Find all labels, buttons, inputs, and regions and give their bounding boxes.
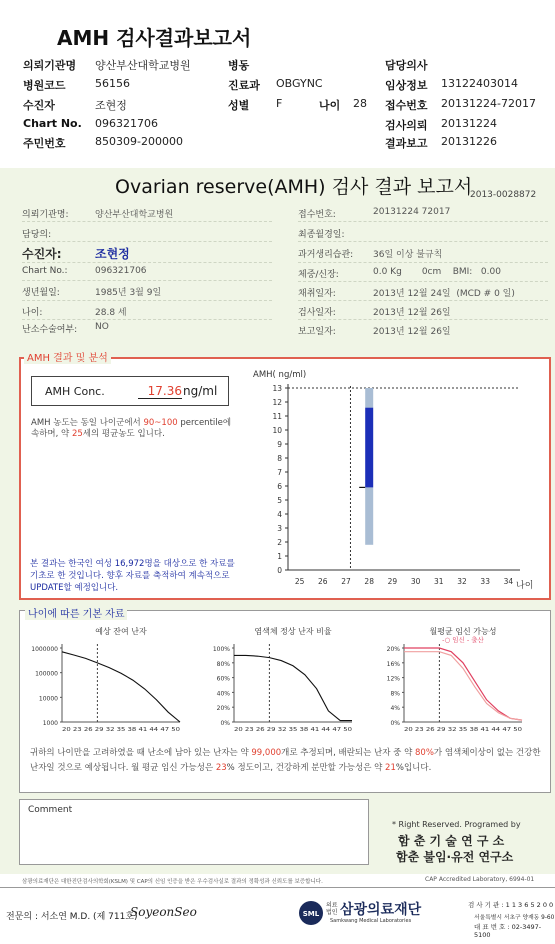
- y-tick-label: 12: [272, 398, 282, 407]
- divider: [22, 280, 272, 281]
- comment-box: [19, 799, 369, 865]
- header-label: 성별: [228, 99, 250, 112]
- egg-count-value: 99,000: [251, 748, 282, 758]
- y-tick-label: 3: [277, 524, 282, 533]
- x-tick-label: 27: [341, 577, 351, 586]
- info-label: 담당의:: [22, 230, 52, 240]
- rights-line: * Right Reserved. Programed by: [392, 820, 521, 829]
- range-bar: [365, 388, 373, 408]
- divider: [298, 281, 548, 282]
- info-value: 096321706: [95, 266, 147, 276]
- normal-chromosome-chart: [213, 626, 353, 733]
- header-label: 임상정보: [385, 79, 428, 92]
- info-value: 36일 이상 불규칙: [373, 250, 443, 260]
- mini-series-line: [234, 655, 352, 720]
- divider: [22, 241, 272, 242]
- header-value: 13122403014: [441, 77, 518, 90]
- mini-y-label: 8%: [390, 690, 400, 698]
- info-label: 생년월일:: [22, 288, 60, 298]
- header-label: 담당의사: [385, 59, 428, 72]
- x-tick-label: 29: [387, 577, 398, 586]
- x-tick-label: 30: [410, 577, 421, 586]
- header-label: 접수번호: [385, 99, 428, 112]
- header-label: 나이: [319, 99, 341, 112]
- mini-chart-title: 월평균 임신 가능성: [429, 627, 497, 636]
- amh-description: [31, 418, 239, 440]
- y-tick-label: 10: [272, 426, 282, 435]
- range-bar: [365, 487, 373, 544]
- header-value: 양산부산대학교병원: [95, 59, 191, 72]
- header-label: 결과보고: [385, 137, 428, 150]
- header-value: 20131226: [441, 135, 497, 148]
- x-tick-label: 32: [457, 577, 467, 586]
- mini-y-label: 12%: [386, 675, 400, 683]
- info-value: 2013년 12월 26일: [373, 327, 451, 337]
- info-label: 채취일자:: [298, 289, 336, 299]
- divider: [298, 262, 548, 263]
- mini-chart-title: 예상 잔여 난자: [95, 627, 147, 636]
- header-label: 검사의뢰: [385, 119, 428, 132]
- mini-y-label: 100000: [35, 670, 58, 678]
- lab-phone: 대 표 번 호 : 02-3497-5100: [474, 923, 542, 939]
- info-label: 최종월경일:: [298, 230, 345, 240]
- divider: [298, 241, 548, 242]
- header-label: 진료과: [228, 79, 260, 92]
- mini-y-label: 4%: [390, 705, 400, 713]
- y-tick-label: 1: [277, 552, 282, 561]
- info-value: 양산부산대학교병원: [95, 210, 174, 220]
- info-value: 1985년 3월 9일: [95, 288, 162, 298]
- footer-notice: 삼광의료재단은 대한진단검사의학회(KSLM) 및 CAP의 신임 인증을 받은 우수검사실로 결과의 정확성과 신뢰도를 보증합니다.: [22, 879, 323, 885]
- x-tick-label: 28: [364, 577, 374, 586]
- range-bar: [365, 408, 373, 488]
- mini-y-label: 0%: [390, 720, 400, 727]
- divider: [22, 300, 272, 301]
- y-tick-label: 5: [277, 496, 282, 505]
- info-label: 체중/신장:: [298, 270, 339, 280]
- summary-text: %입니다.: [395, 763, 432, 773]
- header-label: Chart No.: [23, 117, 82, 130]
- pregnancy-chance-chart: [387, 626, 523, 733]
- percentile-value: 90~100: [143, 418, 178, 428]
- info-value: NO: [95, 322, 109, 332]
- age-summary: [30, 746, 542, 776]
- lab-code: 검 사 기 관 : 1 1 3 6 5 2 0 0: [468, 901, 554, 909]
- y-tick-label: 11: [272, 412, 282, 421]
- amh-chart: [248, 366, 544, 594]
- header-label: 주민번호: [23, 137, 66, 150]
- mini-x-labels: 20 23 26 29 32 35 38 41 44 47 50: [404, 727, 523, 733]
- institute-name-2: 함춘 불임·유전 연구소: [396, 850, 514, 864]
- x-axis-label: 나이: [516, 581, 534, 591]
- info-label: 난소수술여부:: [22, 325, 78, 335]
- info-label: 과거생리습관:: [298, 250, 354, 260]
- mini-chart-title: 염색체 정상 난자 비율: [254, 627, 332, 636]
- header-label: 수진자: [23, 99, 55, 112]
- doctor-signature-line: 전문의 : 서소연 M.D. (제 711호): [6, 912, 138, 922]
- x-tick-label: 33: [480, 577, 490, 586]
- mini-y-label: 1000000: [31, 646, 58, 653]
- header-value: 096321706: [95, 117, 158, 130]
- remaining-eggs-chart: [31, 626, 180, 733]
- divider: [22, 319, 272, 320]
- mini-y-label: 1000: [42, 720, 58, 727]
- mini-y-label: 60%: [216, 675, 230, 683]
- divider: [298, 300, 548, 301]
- mini-legend: -○ 임신 - 출산: [442, 636, 484, 644]
- org-english: Samkwang Medical Laboratories: [330, 918, 412, 924]
- header-value: F: [276, 97, 283, 110]
- amh-note: 본 결과는 한국인 여성 16,972명을 대상으로 한 자료를 기초로 한 것입니다. 향후 자료를 축적하여 계속적으로 UPDATE할 예정입니다.: [30, 559, 235, 593]
- y-tick-label: 2: [277, 538, 282, 547]
- info-value: 2013년 12월 24일 (MCD # 0 일): [373, 289, 515, 299]
- header-label: 의뢰기관명: [23, 59, 77, 72]
- divider: [22, 221, 272, 222]
- mini-series-line: [404, 652, 522, 720]
- mini-y-label: 40%: [216, 690, 230, 698]
- info-value: 2013년 12월 26일: [373, 308, 451, 318]
- mini-y-label: 16%: [386, 660, 400, 668]
- document-number: 2013-0028872: [470, 190, 537, 200]
- info-label: 검사일자:: [298, 308, 336, 318]
- age-section-title: 나이에 따른 기본 자료: [25, 605, 127, 620]
- mini-y-label: 20%: [216, 705, 230, 713]
- amh-conc-box: [31, 376, 229, 406]
- info-value: 20131224 72017: [373, 207, 451, 217]
- header-value: 20131224: [441, 117, 497, 130]
- mini-y-label: 80%: [216, 660, 230, 668]
- report-title: Ovarian reserve(AMH) 검사 결과 보고서: [115, 176, 473, 198]
- cap-accreditation: CAP Accredited Laboratory, 6994-01: [425, 876, 535, 883]
- y-tick-label: 4: [277, 510, 282, 519]
- org-name: 삼광의료재단: [340, 902, 422, 918]
- info-label: 나이:: [22, 308, 43, 318]
- info-value: 28.8 세: [95, 308, 127, 318]
- chart-title: AMH( ng/ml): [253, 370, 307, 380]
- divider: [298, 319, 548, 320]
- x-tick-label: 26: [318, 577, 328, 586]
- footer-divider: [0, 887, 555, 888]
- y-tick-label: 6: [277, 482, 282, 491]
- page-title: AMH 검사결과보고서: [57, 26, 252, 50]
- y-tick-label: 9: [277, 440, 282, 449]
- org-prefix: 의료 법인: [326, 902, 338, 916]
- amh-conc-unit: ng/ml: [183, 384, 218, 398]
- sml-logo: [298, 900, 324, 926]
- mini-y-label: 20%: [386, 646, 400, 653]
- comment-label: Comment: [28, 805, 73, 815]
- header-label: 병동: [228, 59, 250, 72]
- mini-x-labels: 20 23 26 29 32 35 38 41 44 47 50: [62, 727, 181, 733]
- info-label: 수진자:: [22, 247, 62, 261]
- signature: SoyeonSeo: [130, 905, 197, 919]
- pregnancy-rate-value: 23: [215, 763, 227, 773]
- info-value: 0.0 Kg 0cm BMI: 0.00: [373, 267, 501, 277]
- header-value: 조현정: [95, 99, 127, 112]
- header-value: 20131224-72017: [441, 97, 536, 110]
- x-tick-label: 34: [503, 577, 514, 586]
- age-charts: [22, 622, 548, 742]
- header-value: OBGYNC: [276, 77, 323, 90]
- divider: [22, 262, 272, 263]
- desc-text: percentile에 속하며, 약: [31, 418, 232, 439]
- normal-rate-value: 80%: [415, 748, 434, 758]
- info-label: Chart No.:: [22, 266, 68, 276]
- mini-y-label: 10000: [38, 695, 58, 703]
- mini-series-line: [62, 652, 180, 722]
- patient-name: 조현정: [95, 247, 130, 261]
- info-label: 접수번호:: [298, 210, 336, 220]
- header-table: [23, 57, 553, 157]
- x-tick-label: 25: [294, 577, 305, 586]
- header-value: 56156: [95, 77, 130, 90]
- logo-text: SML: [302, 910, 320, 918]
- info-label: 보고일자:: [298, 327, 336, 337]
- amh-conc-label: AMH Conc.: [45, 385, 105, 398]
- desc-text: AMH 농도는 동일 나이군에서: [31, 418, 144, 428]
- average-age-value: 25: [71, 429, 83, 439]
- mini-y-label: 0%: [220, 720, 230, 727]
- summary-text: % 정도이고, 건강하게 분만할 가능성은 약: [226, 763, 386, 773]
- mini-series-line: [404, 648, 522, 720]
- amh-section-title: AMH 결과 및 분석: [24, 349, 111, 364]
- header-value: 850309-200000: [95, 135, 183, 148]
- x-tick-label: 31: [434, 577, 444, 586]
- info-label: 의뢰기관명:: [22, 210, 69, 220]
- divider: [298, 221, 548, 222]
- lab-address: 서울특별시 서초구 양재동 9-60: [474, 915, 555, 921]
- mini-y-label: 100%: [212, 646, 230, 653]
- amh-conc-value: 17.36: [138, 384, 182, 399]
- header-value: 28: [353, 97, 367, 110]
- summary-text: 귀하의 나이만을 고려하였을 때 난소에 남아 있는 난자는 약: [30, 748, 252, 758]
- desc-text: 세의 평균농도 입니다.: [82, 429, 165, 439]
- header-label: 병원코드: [23, 79, 66, 92]
- summary-text: 가 염색체이상이 없는 건강한 난자일 것으로 예상됩니다. 월 평균 임신 가능성은: [30, 748, 541, 773]
- summary-text: 개로 추정되며, 배란되는 난자 중 약: [281, 748, 416, 758]
- institute-name: 함 춘 기 술 연 구 소: [398, 834, 505, 848]
- mini-x-labels: 20 23 26 29 32 35 38 41 44 47 50: [234, 727, 353, 733]
- birth-rate-value: 21: [385, 763, 396, 773]
- y-tick-label: 8: [277, 454, 282, 463]
- y-tick-label: 7: [277, 468, 282, 477]
- y-tick-label: 13: [272, 384, 282, 393]
- y-tick-label: 0: [277, 566, 282, 575]
